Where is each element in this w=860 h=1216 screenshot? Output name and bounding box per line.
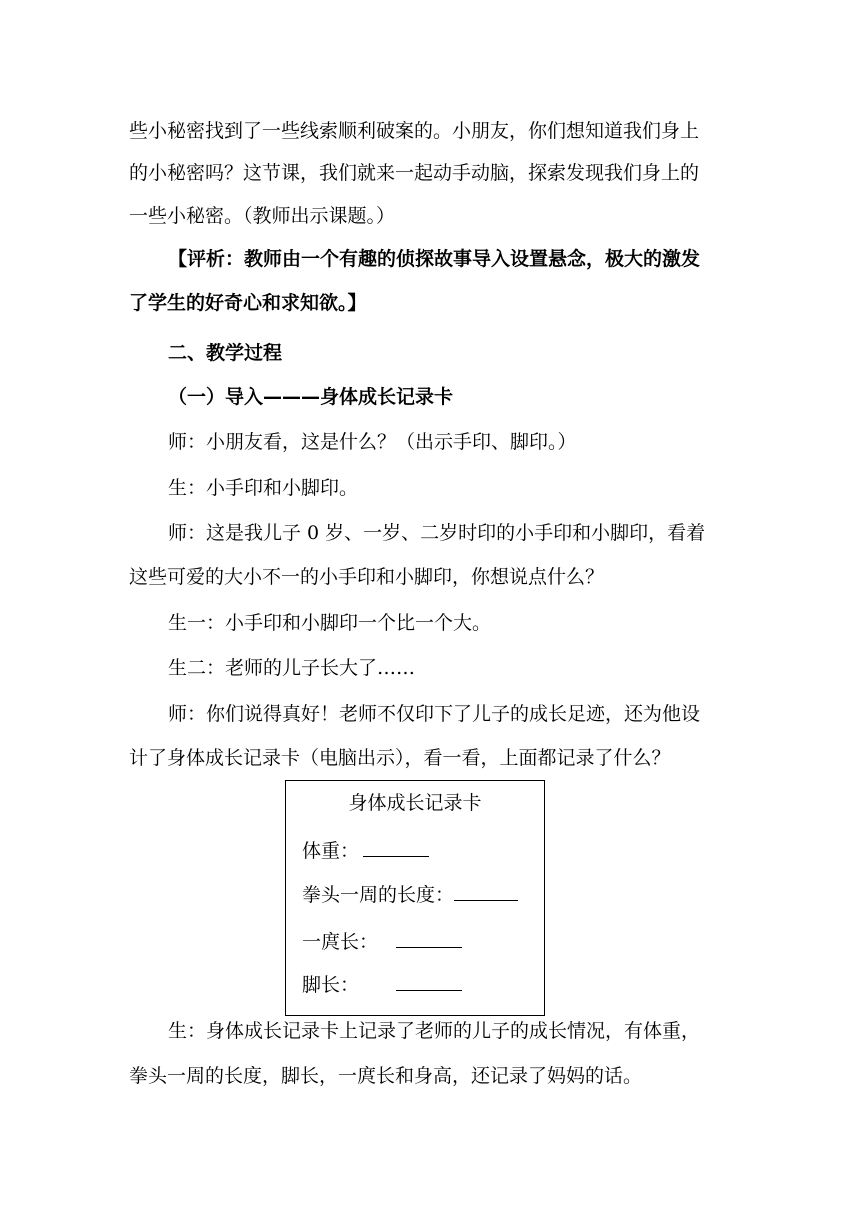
fist-blank [454,882,518,901]
dialogue-line: 生：小手印和小脚印。 [168,477,359,499]
dialogue-line: 生：身体成长记录卡上记录了老师的儿子的成长情况，有体重， [168,1020,701,1042]
foot-row [302,972,462,997]
weight-row [302,838,429,863]
span-row [302,929,462,954]
dialogue-line: 这些可爱的大小不一的小手印和小脚印，你想说点什么？ [129,566,605,588]
weight-label: 体重： [302,840,360,862]
foot-label: 脚长： [302,974,360,996]
span-label: 一庹长： [302,931,379,953]
dialogue-line: 师：小朋友看，这是什么？（出示手印、脚印。） [168,431,577,453]
paragraph-line: 一些小秘密。（教师出示课题。） [129,205,396,227]
growth-record-card [285,780,545,1016]
dialogue-line: 师：这是我儿子 0 岁、一岁、二岁时印的小手印和小脚印，看着 [168,522,706,544]
dialogue-line: 拳头一周的长度，脚长，一庹长和身高，还记录了妈妈的话。 [129,1065,643,1087]
card-title: 身体成长记录卡 [348,792,482,814]
section-heading: 二、教学过程 [168,342,283,364]
dialogue-line: 计了身体成长记录卡（电脑出示），看一看，上面都记录了什么？ [129,747,671,769]
sub-heading: （一）导入———身体成长记录卡 [168,386,454,408]
paragraph-line: 些小秘密找到了一些线索顺利破案的。小朋友，你们想知道我们身上 [129,120,700,142]
fist-row [302,882,518,907]
dialogue-line: 生一：小手印和小脚印一个比一个大。 [168,612,492,634]
foot-blank [396,972,462,991]
dialogue-line: 师：你们说得真好！老师不仅印下了儿子的成长足迹，还为他设 [168,703,701,725]
comment-line: 【评析：教师由一个有趣的侦探故事导入设置悬念，极大的激发 [168,248,701,270]
dialogue-line: 生二：老师的儿子长大了…… [168,657,416,679]
comment-line: 了学生的好奇心和求知欲。】 [129,292,367,314]
weight-blank [363,838,429,857]
fist-label: 拳头一周的长度： [302,884,455,906]
span-blank [396,929,462,948]
paragraph-line: 的小秘密吗？这节课，我们就来一起动手动脑，探索发现我们身上的 [129,162,700,184]
